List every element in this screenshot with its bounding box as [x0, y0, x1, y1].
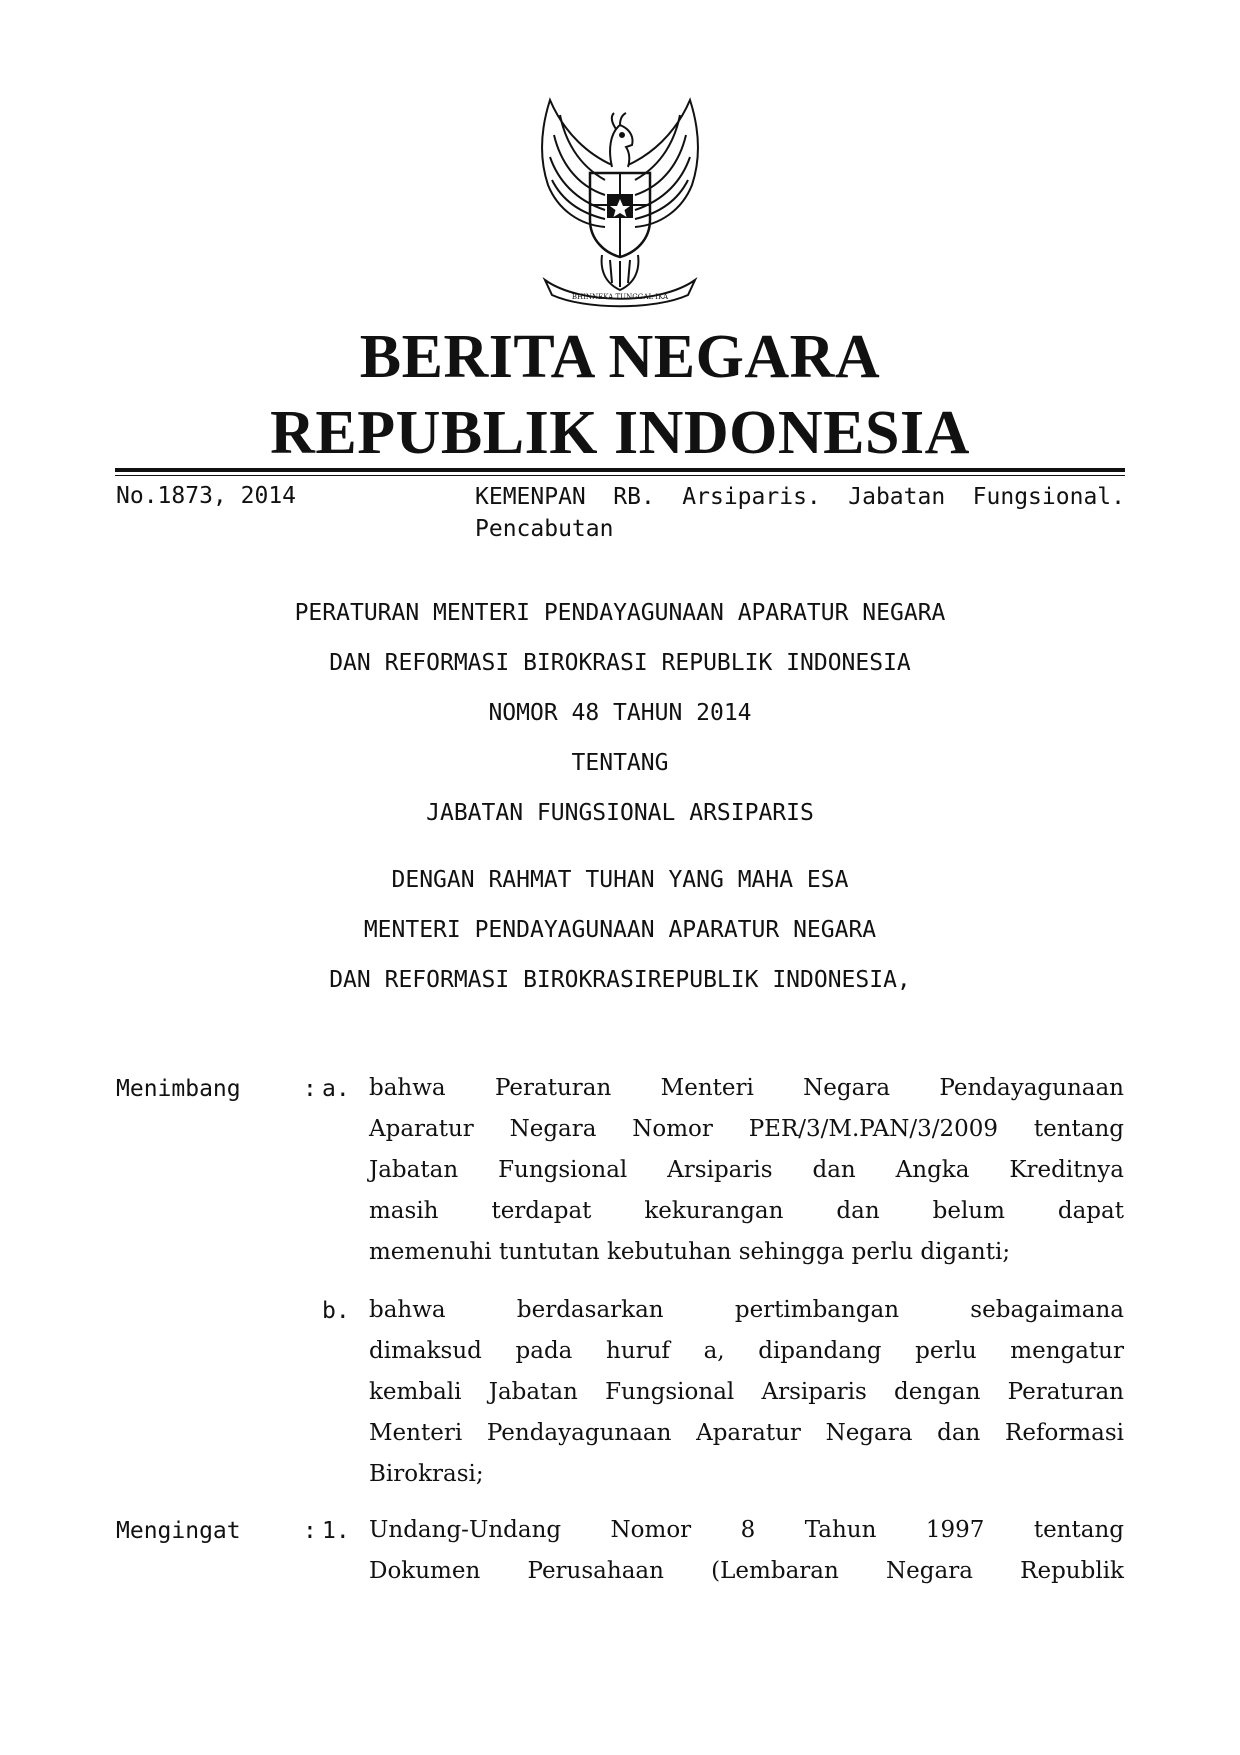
item-marker: a. [322, 1076, 350, 1102]
menimbang-label: Menimbang [116, 1076, 241, 1102]
paragraph-line: bahwa berdasarkan pertimbangan sebagaimana [369, 1297, 1124, 1323]
paragraph-line: kembali Jabatan Fungsional Arsiparis dengan Peraturan [369, 1379, 1124, 1405]
preamble-line: MENTERI PENDAYAGUNAAN APARATUR NEGARA [363, 917, 877, 943]
paragraph-line: Aparatur Negara Nomor PER/3/M.PAN/3/2009 tentang [369, 1116, 1124, 1142]
mengingat-item-1 [369, 1510, 1124, 1592]
menimbang-item-a [369, 1068, 1124, 1273]
gazette-number: No.1873, 2014 [116, 483, 297, 509]
paragraph-line: Jabatan Fungsional Arsiparis dan Angka Kreditnya [369, 1157, 1124, 1183]
regulation-number: NOMOR 48 TAHUN 2014 [488, 700, 752, 726]
header-divider-thin [115, 475, 1125, 476]
gazette-subject-line-2: Pencabutan [475, 516, 614, 542]
paragraph-line: dimaksud pada huruf a, dipandang perlu mengatur [369, 1338, 1124, 1364]
header-divider-thick [115, 468, 1125, 472]
item-marker: b. [322, 1298, 350, 1324]
masthead-line-2: REPUBLIK INDONESIA [270, 399, 970, 467]
preamble-line: DENGAN RAHMAT TUHAN YANG MAHA ESA [391, 867, 849, 893]
menimbang-colon: : [303, 1076, 317, 1102]
item-marker: 1. [322, 1518, 350, 1544]
gazette-subject-line-1: KEMENPAN RB. Arsiparis. Jabatan Fungsional. [475, 484, 1125, 510]
regulation-subject: JABATAN FUNGSIONAL ARSIPARIS [426, 800, 814, 826]
masthead-line-1: BERITA NEGARA [359, 323, 881, 391]
paragraph-line: Undang-Undang Nomor 8 Tahun 1997 tentang [369, 1517, 1124, 1543]
emblem-motto: BHINNEKA TUNGGAL IKA [571, 293, 669, 301]
regulation-about-label: TENTANG [571, 750, 669, 776]
menimbang-item-b [369, 1290, 1124, 1495]
regulation-title-line: DAN REFORMASI BIROKRASI REPUBLIK INDONESIA [329, 650, 911, 676]
paragraph-line: masih terdapat kekurangan dan belum dapat [369, 1198, 1124, 1224]
paragraph-line: Dokumen Perusahaan (Lembaran Negara Republik [369, 1558, 1124, 1584]
mengingat-label: Mengingat [116, 1518, 241, 1544]
gazette-subject [475, 481, 1125, 545]
paragraph-line: memenuhi tuntutan kebutuhan sehingga perlu diganti; [369, 1239, 1011, 1265]
regulation-title-line: PERATURAN MENTERI PENDAYAGUNAAN APARATUR NEGARA [294, 600, 946, 626]
garuda-pancasila-emblem-icon [520, 95, 720, 310]
paragraph-line: bahwa Peraturan Menteri Negara Pendayagunaan [369, 1075, 1124, 1101]
paragraph-line: Birokrasi; [369, 1461, 484, 1487]
mengingat-colon: : [303, 1518, 317, 1544]
paragraph-line: Menteri Pendayagunaan Aparatur Negara dan Reformasi [369, 1420, 1124, 1446]
preamble-line: DAN REFORMASI BIROKRASIREPUBLIK INDONESIA, [329, 967, 911, 993]
